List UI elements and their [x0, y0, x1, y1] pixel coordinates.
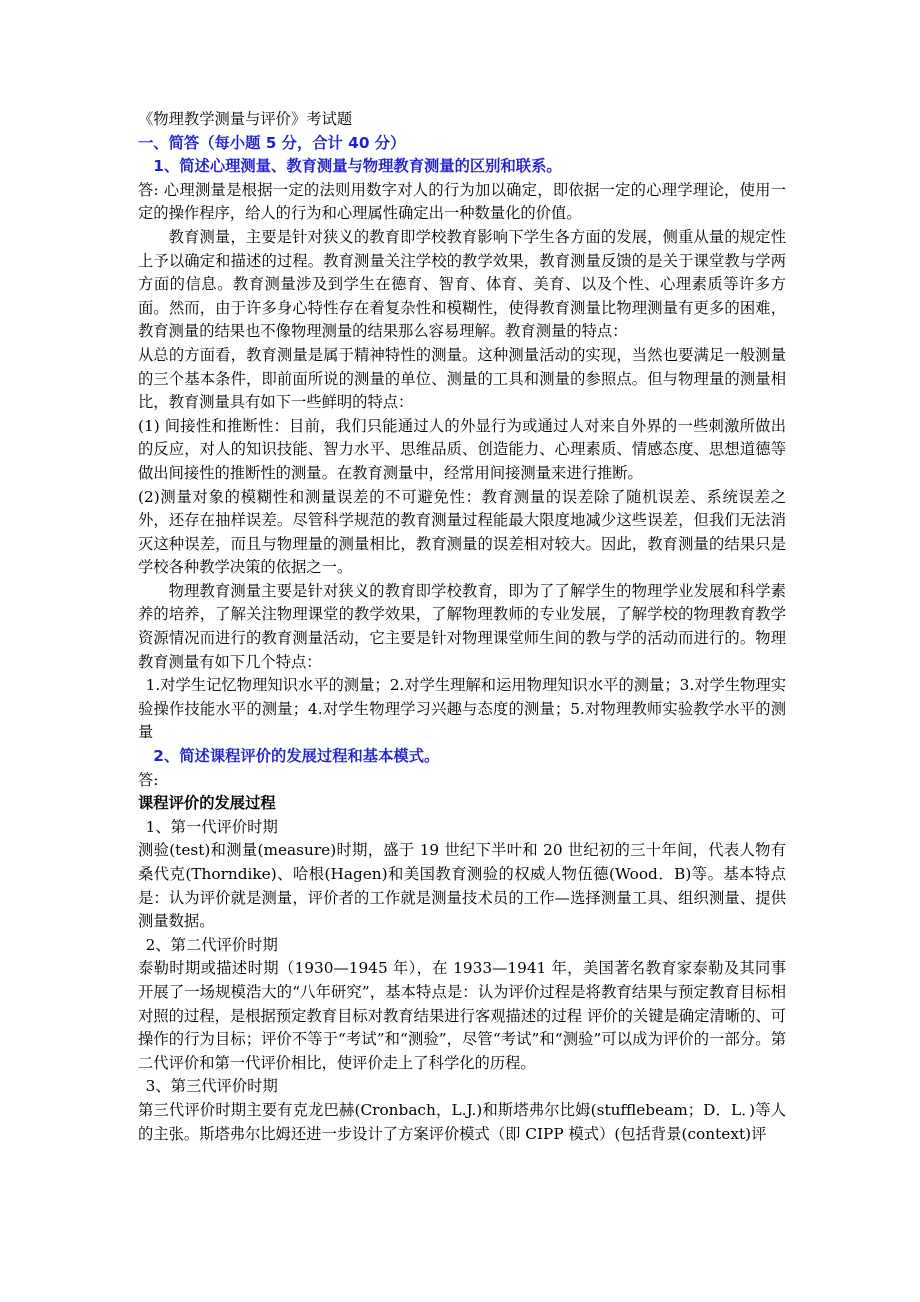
- answer-2-heading: 课程评价的发展过程: [138, 794, 276, 813]
- generation-3-text: 第三代评价时期主要有克龙巴赫(Cronbach，L.J.)和斯塔弗尔比姆(stufflebeam；D．L．)等人的主张。斯塔弗尔比姆还进一步设计了方案评价模式（即 CIPP 模式）(包括背景(context)评: [138, 1100, 786, 1143]
- answer-1-paragraph-6: 物理教育测量主要是针对狭义的教育即学校教育，即为了了解学生的物理学业发展和科学素养的培养，了解关注物理课堂的教学效果，了解物理教师的专业发展，了解学校的物理教育教学资源情况而进行的教育测量活动，它主要是针对物理课堂师生间的教与学的活动而进行的。物理教育测量有如下几个特点：: [138, 581, 786, 671]
- answer-1-paragraph-7: 1.对学生记忆物理知识水平的测量；2.对学生理解和运用物理知识水平的测量；3.对学生物理实验操作技能水平的测量；4.对学生物理学习兴趣与态度的测量；5.对物理教师实验教学水平的测量: [138, 676, 787, 742]
- generation-3-title: 3、第三代评价时期: [145, 1077, 278, 1096]
- answer-2-label: 答:: [138, 770, 159, 789]
- section-heading-short-answer: 一、简答（每小题 5 分，合计 40 分）: [138, 133, 406, 152]
- answer-1-paragraph-4: (1) 间接性和推断性：目前，我们只能通过人的外显行为或通过人对来自外界的一些刺激所做出的反应，对人的知识技能、智力水平、思维品质、创造能力、心理素质、情感态度、思想道德等做出间接性的推断性的测量。在教育测量中，经常用间接测量来进行推断。: [138, 416, 786, 482]
- question-2: 2、简述课程评价的发展过程和基本模式。: [153, 747, 440, 766]
- answer-1-paragraph-5: (2)测量对象的模糊性和测量误差的不可避免性：教育测量的误差除了随机误差、系统误差之外，还存在抽样误差。尽管科学规范的教育测量过程能最大限度地减少这些误差，但我们无法消灭这种误差，而且与物理量的测量相比，教育测量的误差相对较大。因此，教育测量的结果只是学校各种教学决策的依据之一。: [138, 487, 786, 577]
- generation-1-title: 1、第一代评价时期: [145, 817, 278, 836]
- generation-1-text: 测验(test)和测量(measure)时期，盛于 19 世纪下半叶和 20 世纪初的三十年间，代表人物有桑代克(Thorndike)、哈根(Hagen)和美国教育测验的权威人物伍德(Wood．B)等。基本特点是：认为评价就是测量，评价者的工作就是测量技术员的工作—选择测量工具、组织测量、提供测量数据。: [138, 841, 786, 931]
- generation-2-text: 泰勒时期或描述时期（1930—1945 年），在 1933—1941 年，美国著名教育家泰勒及其同事开展了一场规模浩大的“八年研究”，基本特点是：认为评价过程是将教育结果与预定教育目标相对照的过程，是根据预定教育目标对教育结果进行客观描述的过程 评价的关键是确定清晰的、可操作的行为目标；评价不等于“考试”和“测验”，尽管“考试”和“测验”可以成为评价的一部分。第二代评价和第一代评价相比，使评价走上了科学化的历程。: [138, 959, 786, 1072]
- generation-2-title: 2、第二代评价时期: [145, 935, 278, 954]
- answer-1-paragraph-1: 答: 心理测量是根据一定的法则用数字对人的行为加以确定，即依据一定的心理学理论，使用一定的操作程序，给人的行为和心理属性确定出一种数量化的价值。: [138, 180, 786, 223]
- answer-1-paragraph-3: 从总的方面看，教育测量是属于精神特性的测量。这种测量活动的实现，当然也要满足一般测量的三个基本条件，即前面所说的测量的单位、测量的工具和测量的参照点。但与物理量的测量相比，教育测量具有如下一些鲜明的特点：: [138, 345, 786, 412]
- document-page: [138, 108, 786, 1146]
- answer-1-paragraph-2: 教育测量，主要是针对狭义的教育即学校教育影响下学生各方面的发展，侧重从量的规定性上予以确定和描述的过程。教育测量关注学校的教学效果，教育测量反馈的是关于课堂教与学两方面的信息。教育测量涉及到学生在德育、智育、体育、美育、以及个性、心理素质等许多方面。然而，由于许多身心特性存在着复杂性和模糊性，使得教育测量比物理测量有更多的困难，教育测量的结果也不像物理测量的结果那么容易理解。教育测量的特点：: [138, 227, 786, 341]
- question-1: 1、简述心理测量、教育测量与物理教育测量的区别和联系。: [153, 157, 562, 176]
- doc-title: 《物理教学测量与评价》考试题: [138, 110, 353, 128]
